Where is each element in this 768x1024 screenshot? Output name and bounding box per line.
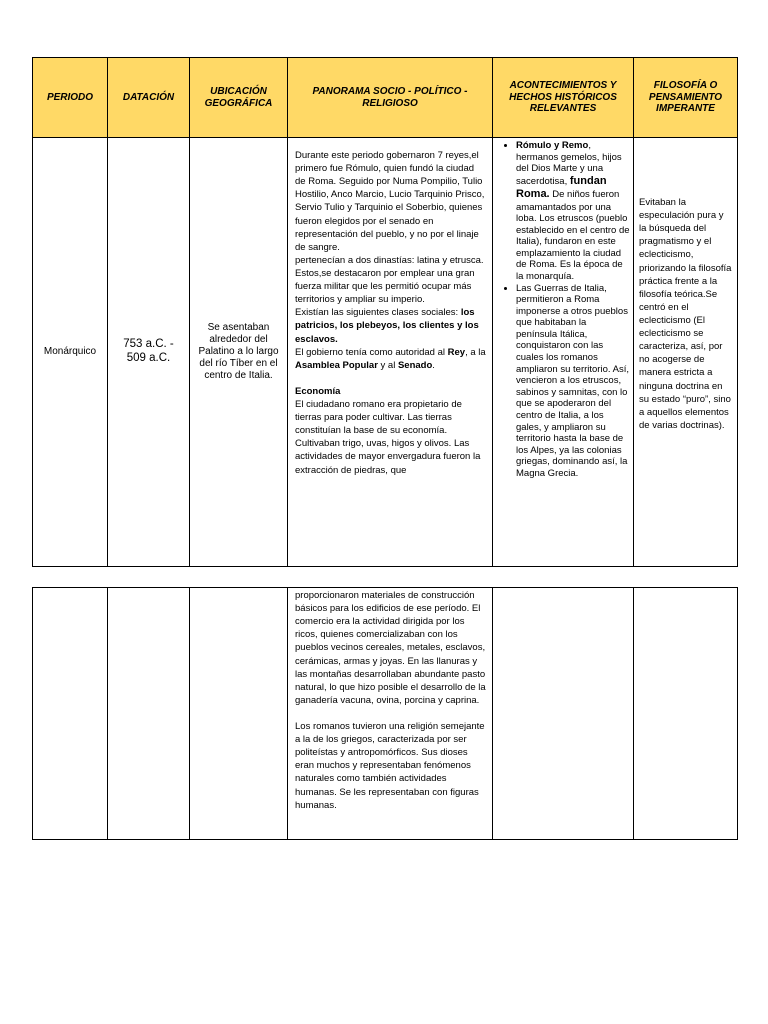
asamblea-text: Asamblea Popular: [295, 359, 378, 371]
cell-periodo: [33, 138, 108, 567]
romulo-remo: Rómulo y Remo: [516, 140, 589, 151]
filosofia-text: Evitaban la especulación pura y la búsqueda del pragmatismo y el eclecticismo, priorizando la filosofía práctica frente a la filosofía teórica.Se centró en el eclecticismo (El eclecticismo se caracteriza, así, por no acogerse de manera estricta a ninguna doctrina en su estado “puro”, sino a aquellos elementos de varias doctrinas).: [639, 197, 732, 431]
ubicacion-text: Se asentaban alrededor del Palatino a lo largo del río Tíber en el centro de Italia.: [198, 322, 279, 381]
panorama-paragraph: [295, 346, 486, 372]
cell-ubicacion: [190, 138, 288, 567]
cell-panorama: [288, 138, 493, 567]
gobierno-intro: El gobierno tenía como autoridad al: [295, 346, 448, 358]
header-ubicacion: UBICACIÓN GEOGRÁFICA: [190, 58, 288, 138]
cell-empty: [493, 588, 634, 840]
clases-list: los patricios, los plebeyos, los clientes y los esclavos.: [295, 307, 479, 345]
cell-panorama-continued: [288, 588, 493, 840]
cell-empty: [634, 588, 738, 840]
economia-paragraph: El ciudadano romano era propietario de tierras para poder cultivar. Las tierras constituían la base de su economía. Cultivaban trigo, uvas, higos y olivos. Las actividades de mayor envergadura fueron la extracción de piedras, que: [295, 398, 481, 476]
panorama-paragraph: Estos,se destacaron por emplear una gran fuerza militar que les permitió ocupar más territorios y ampliar su imperio.: [295, 267, 475, 306]
datacion-end: 509 a.C.: [126, 352, 171, 364]
cell-empty: [33, 588, 108, 840]
cell-empty: [190, 588, 288, 840]
table-row: [33, 588, 738, 840]
header-filosofia: FILOSOFÍA O PENSAMIENTO IMPERANTE: [634, 58, 738, 138]
economia-heading: Economía: [295, 385, 341, 397]
panorama-paragraph: [295, 306, 486, 345]
periodo-text: Monárquico: [43, 346, 97, 357]
economia-continued: proporcionaron materiales de construcción básicos para los edificios de ese período. El comercio era la actividad dirigida por los ricos, quienes comercializaban con los pueblos vecinos cereales, metales, esclavos, cerámicas, armas y joyas. En las llanuras y las montañas desarrollaban abundante pasto natural, lo que hizo posible el desarrollo de la ganadería vacuna, ovina, porcina y caprina.: [295, 590, 486, 706]
religion-paragraph: Los romanos tuvieron una religión semejante a la de los griegos, caracterizada por ser politeístas y antropomórficos. Sus dioses eran muchos y representaban fenómenos naturales como también actividades humanas. Se les representaban con figuras humanas.: [295, 720, 485, 811]
cell-filosofia: [634, 138, 738, 567]
rey-text: Rey: [447, 346, 466, 358]
history-table-page-1: [32, 57, 738, 567]
table-header-row: [33, 58, 738, 138]
history-table-page-2: [32, 587, 738, 840]
gobierno-end: .: [432, 359, 435, 371]
events-list: [497, 140, 630, 479]
header-panorama: PANORAMA SOCIO - POLÍTICO - RELIGIOSO: [288, 58, 493, 138]
fundan-roma: fundan Roma.: [516, 174, 607, 201]
gobierno-y: y al: [377, 359, 398, 371]
header-datacion: DATACIÓN: [108, 58, 190, 138]
gobierno-mid: , a la: [465, 346, 486, 358]
cell-empty: [108, 588, 190, 840]
header-acontecimientos: ACONTECIMIENTOS Y HECHOS HISTÓRICOS RELEVANTES: [493, 58, 634, 138]
list-item: • Rómulo y Remo, hermanos gemelos, hijos del Dios Marte y una sacerdotisa, fundan Roma. De niños fueron amamantados por una loba. Los etruscos (pueblo establecido en el centro de Italia), fundaron en este emplazamiento la ciudad de Roma. Es la época de la monarquía.: [516, 140, 630, 283]
cell-datacion: [108, 138, 190, 567]
list-item: • Las Guerras de Italia, permitieron a Roma imponerse a otros pueblos que habitaban la península Itálica, conquistaron con las cuales los romanos ampliaron su territorio. Así, vencieron a los etruscos, sabinos y samnitas, con lo que se apoderaron del centro de Italia, a los gales, y ampliaron su territorio hasta la base de los Alpes, ya las colonias griegas, dominando así, la Magna Grecia.: [516, 283, 630, 480]
header-periodo: PERIODO: [33, 58, 108, 138]
panorama-paragraph: Durante este periodo gobernaron 7 reyes,el primero fue Rómulo, quien fundó la ciudad de Roma. Seguido por Numa Pompilio, Tulio Hostilio, Anco Marcio, Lucio Tarquinio Prisco, Servio Tulio y Tarquinio el Soberbio, quienes fueron elegidos por el senado en representación del pueblo, y no por el linaje de sangre.: [295, 150, 485, 253]
cell-acontecimientos: [493, 138, 634, 567]
table-row: [33, 138, 738, 567]
senado-text: Senado: [397, 359, 433, 371]
panorama-paragraph: pertenecían a dos dinastías: latina y etrusca.: [295, 254, 484, 266]
datacion-start: 753 a.C. -: [123, 338, 174, 351]
clases-intro: Existían las siguientes clases sociales:: [295, 307, 461, 319]
